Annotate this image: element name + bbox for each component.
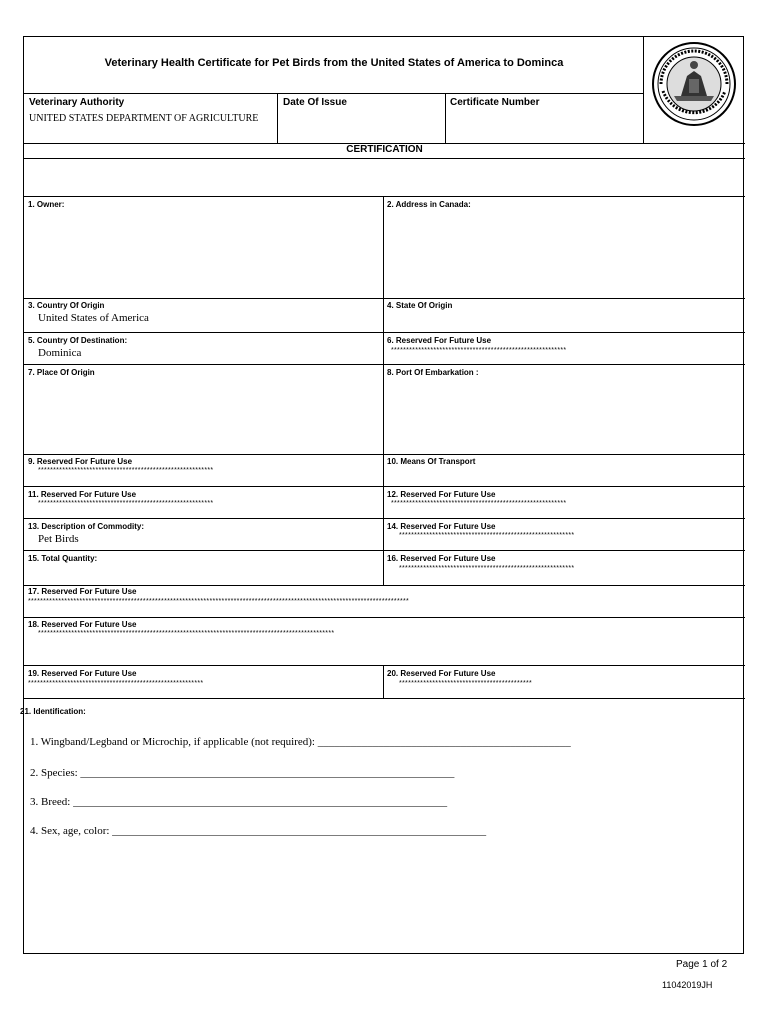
reserved-11-stars: ********************************************************** (38, 500, 214, 507)
state-of-origin-label: 4. State Of Origin (387, 301, 453, 310)
reserved-17-label: 17. Reserved For Future Use (28, 587, 137, 596)
certification-label: CERTIFICATION (346, 144, 423, 155)
description-of-commodity-label: 13. Description of Commodity: (28, 522, 145, 531)
place-of-origin-label: 7. Place Of Origin (28, 368, 95, 377)
identification-wingband-line: 1. Wingband/Legband or Microchip, if applicable (not required): ______________________________________________ (30, 736, 571, 748)
reserved-14-label: 14. Reserved For Future Use (387, 522, 496, 531)
owner-label: 1. Owner: (28, 200, 65, 209)
reserved-9-label: 9. Reserved For Future Use (28, 457, 133, 466)
reserved-11-label: 11. Reserved For Future Use (28, 490, 137, 499)
identification-sex-age-color-line: 4. Sex, age, color: ____________________________________________________________________ (30, 825, 487, 837)
certificate-title: Veterinary Health Certificate for Pet Birds from the United States of America to Dominca (104, 57, 564, 69)
identification-breed-line: 3. Breed: ____________________________________________________________________ (30, 796, 448, 808)
reserved-14-stars: ********************************************************** (399, 532, 575, 539)
reserved-16-stars: ********************************************************** (399, 565, 575, 572)
reserved-19-label: 19. Reserved For Future Use (28, 669, 137, 678)
veterinary-authority-label: Veterinary Authority (29, 97, 125, 108)
total-quantity-label: 15. Total Quantity: (28, 554, 98, 563)
reserved-6-stars: ********************************************************** (391, 347, 567, 354)
country-of-destination-label: 5. Country Of Destination: (28, 336, 128, 345)
reserved-20-label: 20. Reserved For Future Use (387, 669, 496, 678)
reserved-9-stars: ********************************************************** (38, 467, 214, 474)
reserved-6-label: 6. Reserved For Future Use (387, 336, 492, 345)
port-of-embarkation-label: 8. Port Of Embarkation : (387, 368, 479, 377)
reserved-17-stars: ****************************************************************************************************************************** (28, 598, 410, 605)
identification-label: 21. Identification: (20, 707, 86, 716)
certificate-number-label: Certificate Number (450, 97, 540, 108)
reserved-16-label: 16. Reserved For Future Use (387, 554, 496, 563)
reserved-19-stars: ********************************************************** (28, 680, 204, 687)
address-label: 2. Address in Canada: (387, 200, 471, 209)
page-number: Page 1 of 2 (676, 959, 728, 970)
country-of-origin-label: 3. Country Of Origin (28, 301, 105, 310)
veterinary-authority-value: UNITED STATES DEPARTMENT OF AGRICULTURE (29, 113, 259, 124)
document-code: 11042019JH (662, 980, 713, 990)
reserved-12-stars: ********************************************************** (391, 500, 567, 507)
certificate-form (20, 36, 744, 954)
usda-seal-icon (651, 41, 737, 127)
means-of-transport-label: 10. Means Of Transport (387, 457, 476, 466)
date-of-issue-label: Date Of Issue (283, 97, 347, 108)
description-of-commodity-value: Pet Birds (38, 533, 79, 545)
reserved-12-label: 12. Reserved For Future Use (387, 490, 496, 499)
country-of-origin-value: United States of America (38, 312, 149, 324)
country-of-destination-value: Dominica (38, 347, 82, 359)
identification-species-line: 2. Species: ____________________________________________________________________ (30, 767, 455, 779)
reserved-18-stars: ************************************************************************************************** (38, 630, 335, 637)
reserved-18-label: 18. Reserved For Future Use (28, 620, 137, 629)
reserved-20-stars: ******************************************** (399, 680, 533, 687)
